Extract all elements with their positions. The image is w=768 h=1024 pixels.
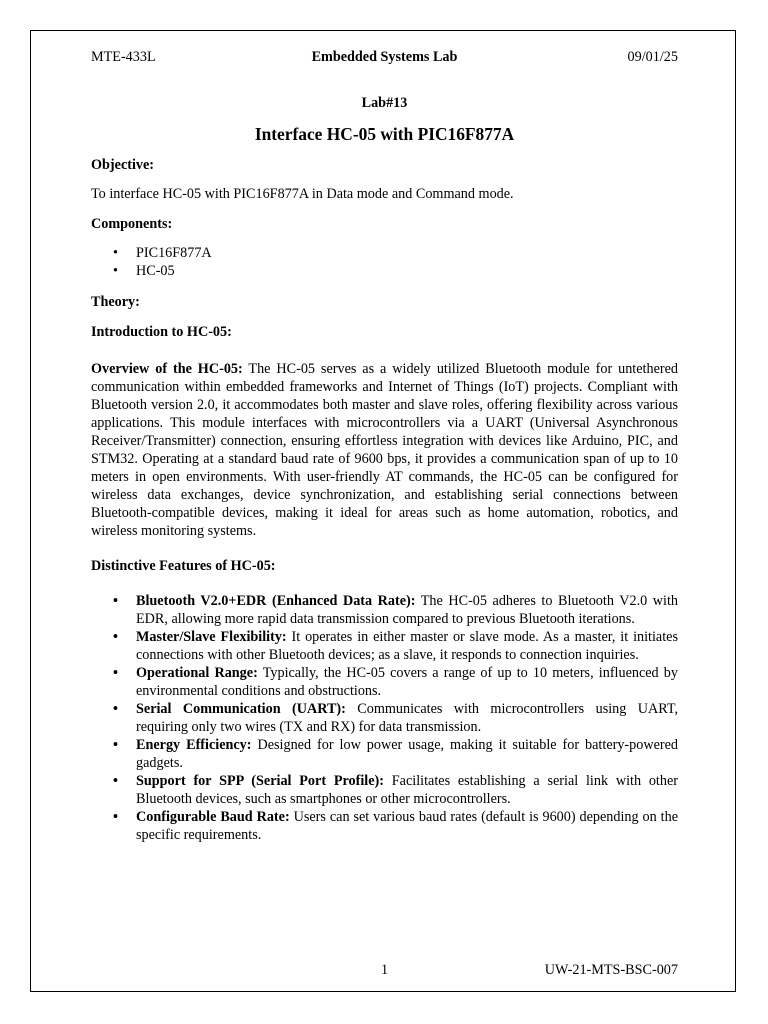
features-list	[91, 592, 678, 844]
lab-number: Lab#13	[361, 95, 408, 111]
student-id: UW-21-MTS-BSC-007	[544, 962, 678, 978]
lab-title: Interface HC-05 with PIC16F877A	[254, 124, 515, 144]
list-item	[91, 664, 678, 700]
list-item	[91, 700, 678, 736]
bullet: •	[113, 593, 118, 609]
bullet: •	[113, 701, 118, 717]
list-item	[91, 244, 212, 262]
overview-paragraph	[91, 360, 678, 540]
page-header	[91, 48, 678, 66]
objective-heading: Objective:	[91, 157, 155, 173]
components-list	[91, 244, 212, 280]
bullet: •	[113, 245, 118, 261]
components-heading: Components:	[91, 216, 173, 232]
objective-text: To interface HC-05 with PIC16F877A in Data mode and Command mode.	[91, 186, 514, 202]
bullet: •	[113, 665, 118, 681]
list-item	[91, 736, 678, 772]
bullet: •	[113, 809, 118, 825]
bullet: •	[113, 263, 118, 279]
feature-label: Support for SPP (Serial Port Profile):	[136, 773, 384, 789]
feature-text: Facilitates establishing a serial link with other Bluetooth devices, such as smartphones or other microcontrollers.	[136, 773, 678, 807]
list-item	[91, 262, 212, 280]
feature-text: The HC-05 adheres to Bluetooth V2.0 with EDR, allowing more rapid data transmission compared to previous Bluetooth iterations.	[136, 593, 678, 627]
page-number: 1	[380, 962, 389, 978]
overview-label: Overview of the HC-05:	[91, 361, 243, 377]
feature-label: Bluetooth V2.0+EDR (Enhanced Data Rate):	[136, 593, 416, 609]
feature-label: Configurable Baud Rate:	[136, 809, 290, 825]
bullet: •	[113, 629, 118, 645]
feature-label: Energy Efficiency:	[136, 737, 252, 753]
feature-label: Operational Range:	[136, 665, 258, 681]
overview-text: The HC-05 serves as a widely utilized Bluetooth module for untethered communication within embedded frameworks and Internet of Things (IoT) projects. Compliant with Bluetooth version 2.0, it accommodates both master and slave roles, offering flexibility across various applications. This module interfaces with microcontrollers via a UART (Universal Asynchronous Receiver/Transmitter) connection, ensuring effortless integration with devices like Arduino, PIC, and STM32. Operating at a standard baud rate of 9600 bps, it provides a communication span of up to 10 meters in open environments. With user-friendly AT commands, the HC-05 can be configured for wireless data exchanges, device synchronization, and establishing serial connections between Bluetooth-compatible devices, making it ideal for areas such as home automation, robotics, and wireless monitoring systems.	[91, 361, 678, 539]
feature-text: Designed for low power usage, making it suitable for battery-powered gadgets.	[136, 737, 679, 771]
header-date: 09/01/25	[627, 49, 678, 65]
feature-text: Communicates with microcontrollers using UART, requiring only two wires (TX and RX) for data transmission.	[136, 701, 679, 735]
theory-heading: Theory:	[91, 294, 140, 310]
bullet: •	[113, 737, 118, 753]
list-item	[91, 628, 678, 664]
feature-text: It operates in either master or slave mode. As a master, it initiates connections with other Bluetooth devices; as a slave, it responds to connection inquiries.	[136, 629, 678, 663]
component-name: PIC16F877A	[136, 245, 212, 261]
feature-label: Master/Slave Flexibility:	[136, 629, 287, 645]
list-item	[91, 808, 678, 844]
feature-text: Users can set various baud rates (default is 9600) depending on the specific requirements.	[136, 809, 678, 843]
feature-text: Typically, the HC-05 covers a range of up to 10 meters, influenced by environmental conditions and obstructions.	[136, 665, 678, 699]
course-code: MTE-433L	[91, 49, 156, 65]
list-item	[91, 772, 678, 808]
component-name: HC-05	[136, 263, 175, 279]
list-item	[91, 592, 678, 628]
features-heading: Distinctive Features of HC-05:	[91, 558, 276, 574]
lab-name: Embedded Systems Lab	[311, 49, 458, 65]
feature-label: Serial Communication (UART):	[136, 701, 346, 717]
intro-heading: Introduction to HC-05:	[91, 324, 232, 340]
bullet: •	[113, 773, 118, 789]
